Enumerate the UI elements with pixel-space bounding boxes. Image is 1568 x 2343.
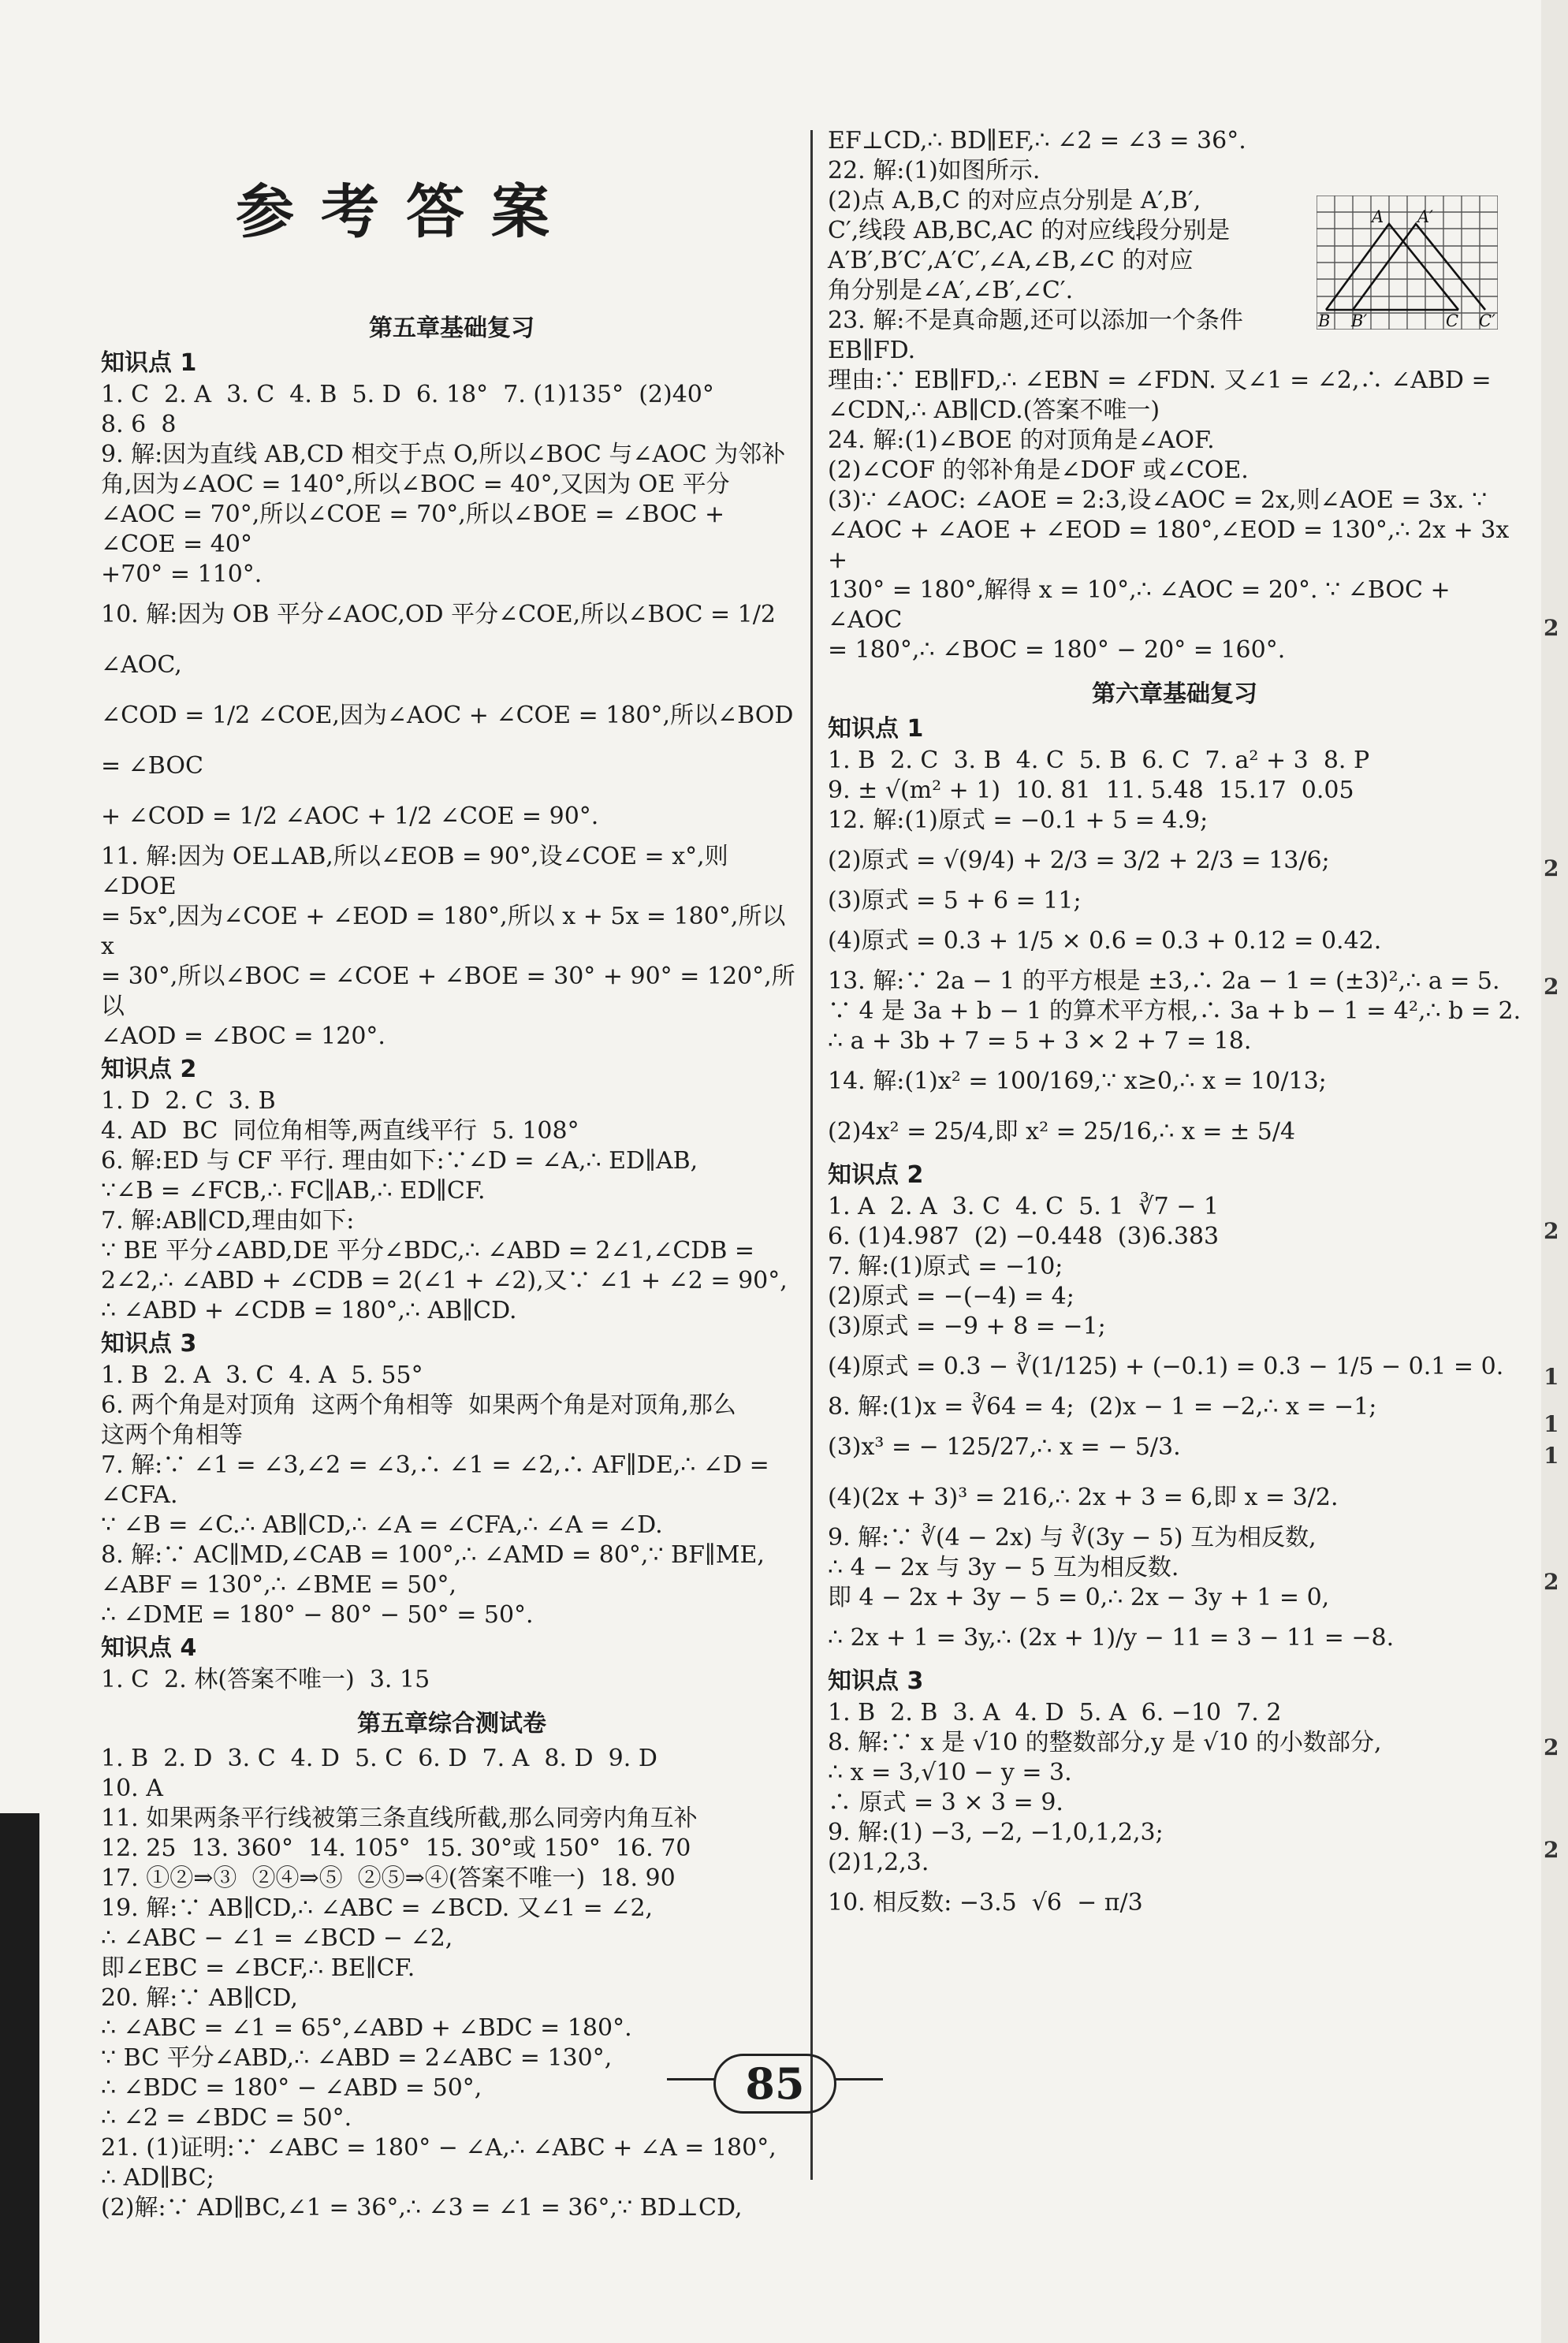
- answer-line: (4)原式 = 0.3 + 1/5 × 0.6 = 0.3 + 0.12 = 0.42.: [828, 927, 1382, 955]
- answer-line: ∴ ∠ABC = ∠1 = 65°,∠ABD + ∠BDC = 180°.: [101, 2014, 632, 2042]
- answer-line: 13. 解:∵ 2a − 1 的平方根是 ±3,∴ 2a − 1 = (±3)²,∴ a = 5.: [828, 967, 1500, 995]
- answer-line: (2)原式 = √(9/4) + 2/3 = 3/2 + 2/3 = 13/6;: [828, 847, 1330, 874]
- label-c: C: [1446, 311, 1459, 330]
- answer-line: 8. 解:(1)x = ∛64 = 4; (2)x − 1 = −2,∴ x = −1;: [828, 1393, 1377, 1421]
- translation-grid-figure: [1317, 196, 1498, 330]
- subsection-heading: 知识点 2: [828, 1161, 924, 1189]
- answer-line: 1. B 2. D 3. C 4. D 5. C 6. D 7. A 8. D 9. D: [101, 1745, 657, 1772]
- answer-line: ∴ ∠BDC = 180° − ∠ABD = 50°,: [101, 2074, 482, 2102]
- label-a: A: [1372, 207, 1384, 226]
- answer-line: ∠ABF = 130°,∴ ∠BME = 50°,: [101, 1571, 457, 1599]
- answer-line: 2∠2,∴ ∠ABD + ∠CDB = 2(∠1 + ∠2),又∵ ∠1 + ∠2 = 90°,: [101, 1267, 788, 1294]
- right-column: [828, 126, 1521, 1928]
- answer-line: = 5x°,因为∠COE + ∠EOD = 180°,所以 x + 5x = 180°,所以 x: [101, 903, 793, 960]
- answer-line: ∴ 2x + 1 = 3y,∴ (2x + 1)/y − 11 = 3 − 11 = −8.: [828, 1624, 1395, 1652]
- answer-line: (3)原式 = −9 + 8 = −1;: [828, 1313, 1106, 1340]
- answer-line: (3)∵ ∠AOC: ∠AOE = 2:3,设∠AOC = 2x,则∠AOE = 3x. ∵: [828, 486, 1488, 514]
- answer-line: 9. 解:(1) −3, −2, −1,0,1,2,3;: [828, 1819, 1164, 1846]
- answer-line: ∴ ∠ABC − ∠1 = ∠BCD − ∠2,: [101, 1924, 453, 1952]
- answer-line: ∴ 原式 = 3 × 3 = 9.: [828, 1789, 1063, 1816]
- answer-line: 1. B 2. A 3. C 4. A 5. 55°: [101, 1361, 423, 1389]
- label-a-prime: A′: [1417, 207, 1433, 226]
- answer-line: ∴ 4 − 2x 与 3y − 5 互为相反数.: [828, 1554, 1179, 1581]
- answer-line: 8. 6 8: [101, 411, 177, 438]
- answer-line: 7. 解:AB∥CD,理由如下:: [101, 1207, 355, 1235]
- answer-line: (4)原式 = 0.3 − ∛(1/125) + (−0.1) = 0.3 − 1/5 − 0.1 = 0.: [828, 1353, 1504, 1380]
- answer-line: C′,线段 AB,BC,AC 的对应线段分别是: [828, 217, 1231, 244]
- label-b: B: [1318, 311, 1331, 330]
- answer-line: 23. 解:不是真命题,还可以添加一个条件: [828, 307, 1243, 334]
- answer-line: (2)4x² = 25/4,即 x² = 25/16,∴ x = ± 5/4: [828, 1118, 1296, 1145]
- answer-line: A′B′,B′C′,A′C′,∠A,∠B,∠C 的对应: [828, 247, 1194, 274]
- edge-number: 1: [1544, 1411, 1559, 1437]
- left-column: [101, 300, 803, 2223]
- answer-line: ∠COD = 1/2 ∠COE,因为∠AOC + ∠COE = 180°,所以∠BOD = ∠BOC: [101, 702, 801, 780]
- answer-line: 6. 两个角是对顶角 这两个角相等 如果两个角是对顶角,那么: [101, 1391, 736, 1419]
- answer-line: 9. ± √(m² + 1) 10. 81 11. 5.48 15.17 0.05: [828, 777, 1354, 804]
- answer-line: ∴ a + 3b + 7 = 5 + 3 × 2 + 7 = 18.: [828, 1027, 1252, 1055]
- answer-line: 24. 解:(1)∠BOE 的对顶角是∠AOF.: [828, 427, 1215, 454]
- answer-line: 11. 解:因为 OE⊥AB,所以∠EOB = 90°,设∠COE = x°,则∠DOE: [101, 843, 728, 900]
- answer-line: ∵ BE 平分∠ABD,DE 平分∠BDC,∴ ∠ABD = 2∠1,∠CDB =: [101, 1237, 755, 1265]
- edge-number: 2: [1544, 855, 1559, 881]
- subsection-heading: 知识点 2: [101, 1056, 197, 1083]
- edge-number: 2: [1544, 615, 1559, 641]
- answer-line: 即∠EBC = ∠BCF,∴ BE∥CF.: [101, 1954, 415, 1982]
- answer-line: 130° = 180°,解得 x = 10°,∴ ∠AOC = 20°. ∵ ∠BOC + ∠AOC: [828, 576, 1458, 634]
- page-title: 参考答案: [236, 178, 576, 246]
- answer-line: 19. 解:∵ AB∥CD,∴ ∠ABC = ∠BCD. 又∠1 = ∠2,: [101, 1894, 654, 1922]
- binding-edge: [0, 1813, 39, 2343]
- answer-line: ∵ BC 平分∠ABD,∴ ∠ABD = 2∠ABC = 130°,: [101, 2044, 613, 2072]
- answer-line: 1. D 2. C 3. B: [101, 1087, 276, 1115]
- edge-number: 2: [1544, 1569, 1559, 1595]
- edge-number: 2: [1544, 1218, 1559, 1244]
- edge-number: 1: [1544, 1364, 1559, 1390]
- answer-line: ∠AOC + ∠AOE + ∠EOD = 180°,∠EOD = 130°,∴ 2x + 3x +: [828, 516, 1517, 574]
- answer-line: 8. 解:∵ x 是 √10 的整数部分,y 是 √10 的小数部分,: [828, 1729, 1382, 1756]
- answer-line: (2)点 A,B,C 的对应点分别是 A′,B′,: [828, 187, 1201, 214]
- answer-line: ∴ ∠ABD + ∠CDB = 180°,∴ AB∥CD.: [101, 1297, 517, 1324]
- answer-line: = 30°,所以∠BOC = ∠COE + ∠BOE = 30° + 90° = 120°,所以: [101, 963, 795, 1020]
- edge-number: 2: [1544, 974, 1559, 1000]
- answer-line: 7. 解:∵ ∠1 = ∠3,∠2 = ∠3,∴ ∠1 = ∠2,∴ AF∥DE,∴ ∠D =: [101, 1451, 769, 1479]
- answer-line: 10. A: [101, 1775, 163, 1802]
- answer-line: 21. (1)证明:∵ ∠ABC = 180° − ∠A,∴ ∠ABC + ∠A = 180°,: [101, 2134, 777, 2162]
- answer-line: 12. 25 13. 360° 14. 105° 15. 30°或 150° 16. 70: [101, 1835, 691, 1862]
- answer-line: 6. (1)4.987 (2) −0.448 (3)6.383: [828, 1223, 1220, 1250]
- answer-line: 1. B 2. B 3. A 4. D 5. A 6. −10 7. 2: [828, 1699, 1282, 1727]
- answer-line: 理由:∵ EB∥FD,∴ ∠EBN = ∠FDN. 又∠1 = ∠2,∴ ∠ABD =: [828, 367, 1492, 394]
- answer-line: = 180°,∴ ∠BOC = 180° − 20° = 160°.: [828, 636, 1286, 664]
- answer-line: ∠CDN,∴ AB∥CD.(答案不唯一): [828, 397, 1160, 424]
- answer-line: (2)原式 = −(−4) = 4;: [828, 1283, 1075, 1310]
- answer-line: ∠AOD = ∠BOC = 120°.: [101, 1023, 385, 1050]
- answer-line: 14. 解:(1)x² = 100/169,∵ x≥0,∴ x = 10/13;: [828, 1067, 1327, 1095]
- next-page-edge: [1541, 0, 1568, 2343]
- label-c-prime: C′: [1479, 311, 1495, 330]
- answer-line: 1. C 2. A 3. C 4. B 5. D 6. 18° 7. (1)135° (2)40°: [101, 381, 714, 408]
- answer-line: (4)(2x + 3)³ = 216,∴ 2x + 3 = 6,即 x = 3/2.: [828, 1484, 1339, 1511]
- page-number: 85: [713, 2054, 836, 2114]
- answer-line: ∵ ∠B = ∠C.∴ AB∥CD,∴ ∠A = ∠CFA,∴ ∠A = ∠D.: [101, 1511, 663, 1539]
- answer-line: EB∥FD.: [828, 337, 916, 364]
- answer-line: 10. 相反数: −3.5 √6 − π/3: [828, 1889, 1143, 1916]
- subsection-heading: 知识点 3: [828, 1667, 924, 1695]
- answer-line: 22. 解:(1)如图所示.: [828, 157, 1041, 184]
- answer-line: 角,因为∠AOC = 140°,所以∠BOC = 40°,又因为 OE 平分: [101, 471, 730, 498]
- answer-line: 即 4 − 2x + 3y − 5 = 0,∴ 2x − 3y + 1 = 0,: [828, 1584, 1330, 1611]
- answer-line: ∠CFA.: [101, 1481, 178, 1509]
- subsection-heading: 知识点 3: [101, 1330, 197, 1358]
- edge-number: 2: [1544, 1734, 1559, 1760]
- answer-line: 20. 解:∵ AB∥CD,: [101, 1984, 298, 2012]
- answer-line: 10. 解:因为 OB 平分∠AOC,OD 平分∠COE,所以∠BOC = 1/2 ∠AOC,: [101, 601, 784, 679]
- answer-line: ∴ ∠2 = ∠BDC = 50°.: [101, 2104, 352, 2132]
- answer-line: 1. B 2. C 3. B 4. C 5. B 6. C 7. a² + 3 8. P: [828, 747, 1370, 774]
- answer-line: (2)1,2,3.: [828, 1849, 929, 1876]
- answer-line: ∴ x = 3,√10 − y = 3.: [828, 1759, 1072, 1786]
- answer-line: (2)解:∵ AD∥BC,∠1 = 36°,∴ ∠3 = ∠1 = 36°,∵ BD⊥CD,: [101, 2194, 743, 2222]
- answer-line: 6. 解:ED 与 CF 平行. 理由如下:∵∠D = ∠A,∴ ED∥AB,: [101, 1147, 698, 1175]
- answer-line: 7. 解:(1)原式 = −10;: [828, 1253, 1063, 1280]
- answer-line: + ∠COD = 1/2 ∠AOC + 1/2 ∠COE = 90°.: [101, 803, 599, 830]
- answer-line: EF⊥CD,∴ BD∥EF,∴ ∠2 = ∠3 = 36°.: [828, 127, 1246, 155]
- section-heading: 第五章基础复习: [369, 315, 534, 342]
- answer-line: (3)x³ = − 125/27,∴ x = − 5/3.: [828, 1433, 1181, 1461]
- answer-line: ∴ ∠DME = 180° − 80° − 50° = 50°.: [101, 1601, 534, 1629]
- answer-line: 8. 解:∵ AC∥MD,∠CAB = 100°,∴ ∠AMD = 80°,∵ BF∥ME,: [101, 1541, 765, 1569]
- answer-line: 11. 如果两条平行线被第三条直线所截,那么同旁内角互补: [101, 1805, 698, 1832]
- answer-line: (2)∠COF 的邻补角是∠DOF 或∠COE.: [828, 456, 1249, 484]
- answer-line: +70° = 110°.: [101, 561, 263, 588]
- column-divider: [810, 130, 813, 2180]
- answer-line: 17. ①②⇒③ ②④⇒⑤ ②⑤⇒④(答案不唯一) 18. 90: [101, 1864, 676, 1892]
- edge-number: 2: [1544, 1837, 1559, 1863]
- answer-line: 4. AD BC 同位角相等,两直线平行 5. 108°: [101, 1117, 579, 1145]
- answer-line: ∠AOC = 70°,所以∠COE = 70°,所以∠BOE = ∠BOC + ∠COE = 40°: [101, 501, 732, 558]
- subsection-heading: 知识点 4: [101, 1634, 197, 1662]
- answer-line: 9. 解:因为直线 AB,CD 相交于点 O,所以∠BOC 与∠AOC 为邻补: [101, 441, 786, 468]
- label-b-prime: B′: [1351, 311, 1368, 330]
- answer-line: ∴ AD∥BC;: [101, 2164, 214, 2192]
- section-heading: 第五章综合测试卷: [357, 1710, 546, 1738]
- answer-line: 这两个角相等: [101, 1421, 243, 1449]
- answer-line: 1. C 2. 林(答案不唯一) 3. 15: [101, 1666, 430, 1693]
- answer-line: 12. 解:(1)原式 = −0.1 + 5 = 4.9;: [828, 806, 1209, 834]
- answer-line: ∵ 4 是 3a + b − 1 的算术平方根,∴ 3a + b − 1 = 4²,∴ b = 2.: [828, 997, 1521, 1025]
- subsection-heading: 知识点 1: [101, 349, 197, 377]
- answer-line: (3)原式 = 5 + 6 = 11;: [828, 887, 1082, 914]
- answer-line: ∵∠B = ∠FCB,∴ FC∥AB,∴ ED∥CF.: [101, 1177, 486, 1205]
- section-heading: 第六章基础复习: [1092, 680, 1257, 708]
- answer-line: 9. 解:∵ ∛(4 − 2x) 与 ∛(3y − 5) 互为相反数,: [828, 1524, 1317, 1551]
- subsection-heading: 知识点 1: [828, 715, 924, 743]
- answer-line: 1. A 2. A 3. C 4. C 5. 1 ∛7 − 1: [828, 1193, 1219, 1220]
- edge-number: 1: [1544, 1443, 1559, 1469]
- answer-line: 角分别是∠A′,∠B′,∠C′.: [828, 277, 1074, 304]
